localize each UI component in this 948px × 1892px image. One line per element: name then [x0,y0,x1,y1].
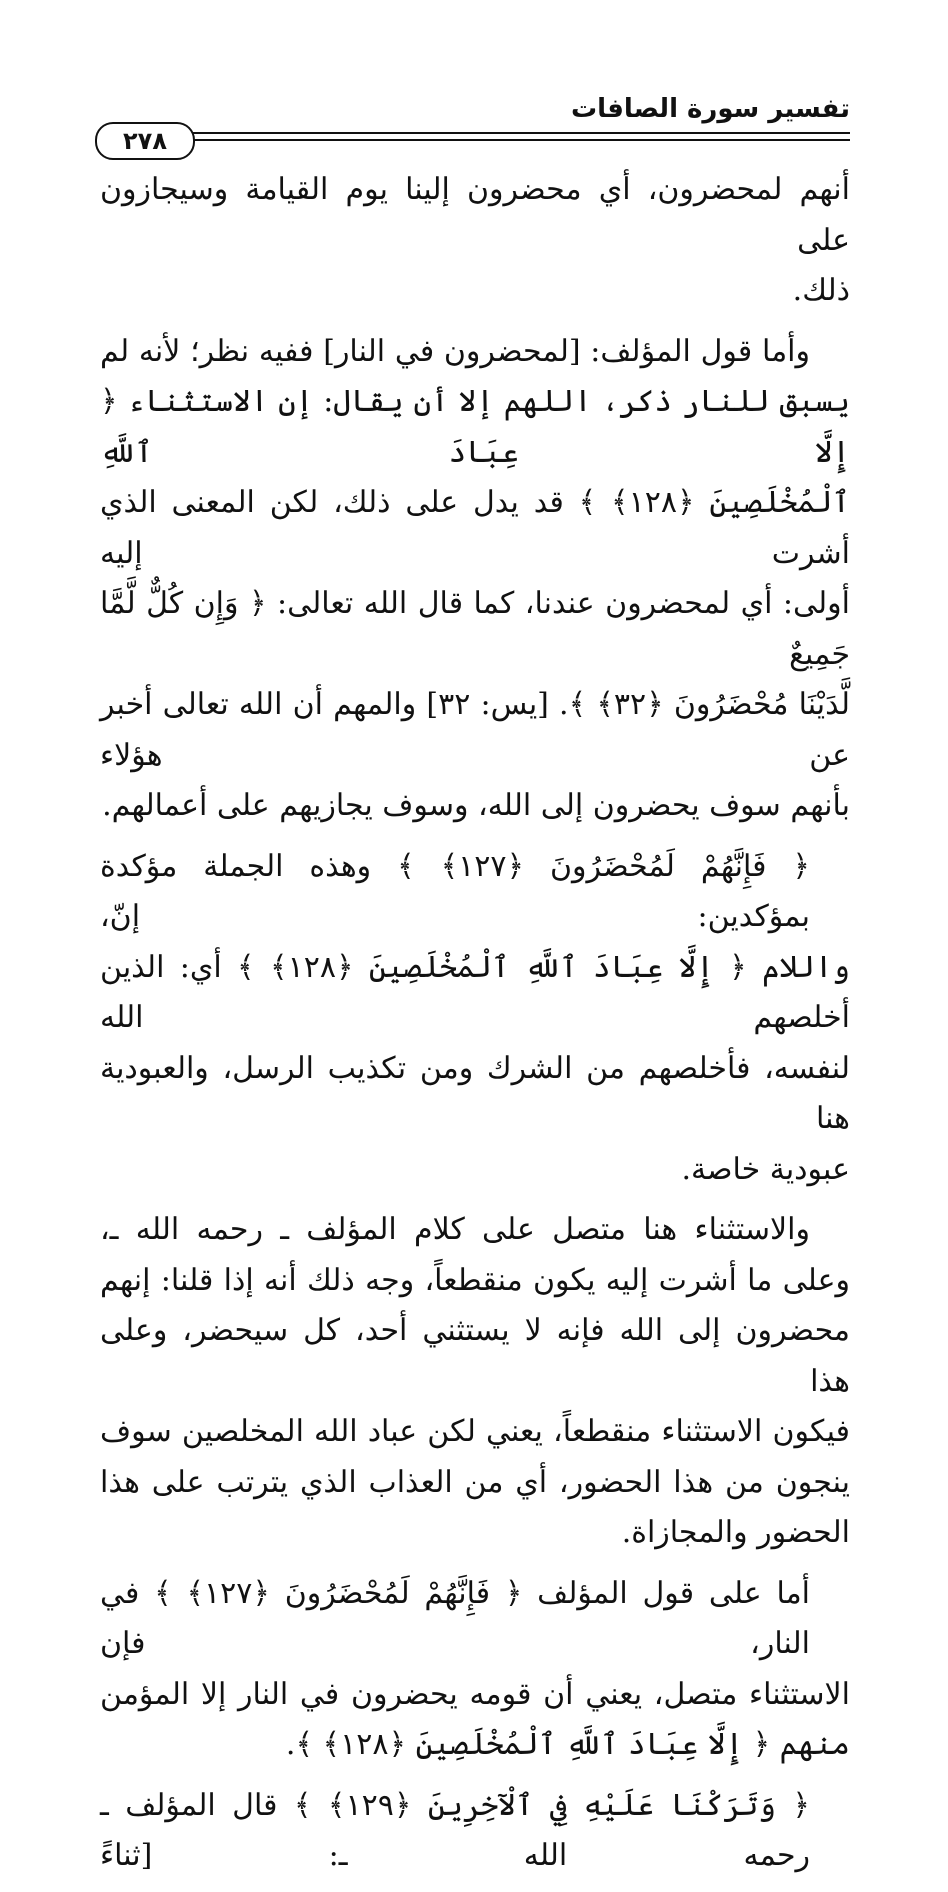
paragraph-6 [100,1781,850,1882]
text-line: لنفسه، فأخلصهم من الشرك ومن تكذيب الرسل، والعبودية هنا [100,1050,850,1136]
paragraph-1 [100,165,850,317]
header-rule-top [187,132,850,134]
text-line: واللام ﴿ إِلَّا عِبَادَ ٱللَّهِ ٱلْمُخْلَصِينَ ﴿١٢٨﴾ ﴾ أي: الذين أخلصهم الله [100,949,850,1035]
text-line: أولى: أي لمحضرون عندنا، كما قال الله تعالى: ﴿ وَإِن كُلٌّ لَّمَّا جَمِيعٌ [100,586,850,672]
paragraph-5 [100,1569,850,1771]
text-line: وعلى ما أشرت إليه يكون منقطعاً، وجه ذلك أنه إذا قلنا: إنهم [100,1262,850,1298]
header-rule-bottom [187,139,850,141]
text-line: ٱلْمُخْلَصِينَ ﴿١٢٨﴾ ﴾ قد يدل على ذلك، لكن المعنى الذي أشرت إليه [100,485,850,571]
text-line: محضرون إلى الله فإنه لا يستثني أحد، كل سيحضر، وعلى هذا [100,1313,850,1399]
body-text [100,165,850,1892]
text-line: ﴿ فَإِنَّهُمْ لَمُحْضَرُونَ ﴿١٢٧﴾ ﴾ وهذه الجملة مؤكدة بمؤكدين: إنّ، [100,848,810,934]
text-line: بأنهم سوف يحضرون إلى الله، وسوف يجازيهم على أعمالهم. [102,788,850,823]
text-line: والاستثناء هنا متصل على كلام المؤلف ـ رحمه الله ـ، [100,1212,810,1247]
text-line: لَّدَيْنَا مُحْضَرُونَ ﴿٣٢﴾ ﴾. [يس: ٣٢] والمهم أن الله تعالى أخبر عن هؤلاء [100,687,850,773]
text-line: ﴿ وَتَرَكْنَا عَلَيْهِ فِي ٱلْآخِرِينَ ﴿١٢٩﴾ ﴾ قال المؤلف ـ رحمه الله ـ: [ثناءً [100,1787,810,1873]
text-line: ذلك. [792,273,850,308]
text-line: الاستثناء متصل، يعني أن قومه يحضرون في النار إلا المؤمن [100,1676,850,1712]
paragraph-2 [100,327,850,832]
page-header [95,88,850,168]
text-line: عبودية خاصة. [681,1151,850,1187]
page-number-badge: ٢٧٨ [95,122,195,160]
paragraph-3 [100,842,850,1196]
paragraph-4 [100,1205,850,1559]
text-line: أما على قول المؤلف ﴿ فَإِنَّهُمْ لَمُحْضَرُونَ ﴿١٢٧﴾ ﴾ في النار، فإن [100,1575,810,1661]
running-title: تفسير سورة الصافات [571,94,850,124]
text-line: الحضور والمجازاة. [621,1515,850,1550]
text-line: يسبق للنار ذكر، اللهم إلا أن يقال: إن الاستثناء ﴿ إِلَّا عِبَادَ ٱللَّهِ [100,384,850,470]
text-line: أنهم لمحضرون، أي محضرون إلينا يوم القيامة وسيجازون على [100,172,850,258]
text-line: منهم ﴿ إِلَّا عِبَادَ ٱللَّهِ ٱلْمُخْلَصِينَ ﴿١٢٨﴾ ﴾. [285,1727,850,1762]
text-line: فيكون الاستثناء منقطعاً، يعني لكن عباد الله المخلصين سوف [100,1414,850,1449]
text-line: وأما قول المؤلف: [لمحضرون في النار] ففيه نظر؛ لأنه لم [100,333,810,369]
text-line: ينجون من هذا الحضور، أي من العذاب الذي يترتب على هذا [100,1464,850,1500]
